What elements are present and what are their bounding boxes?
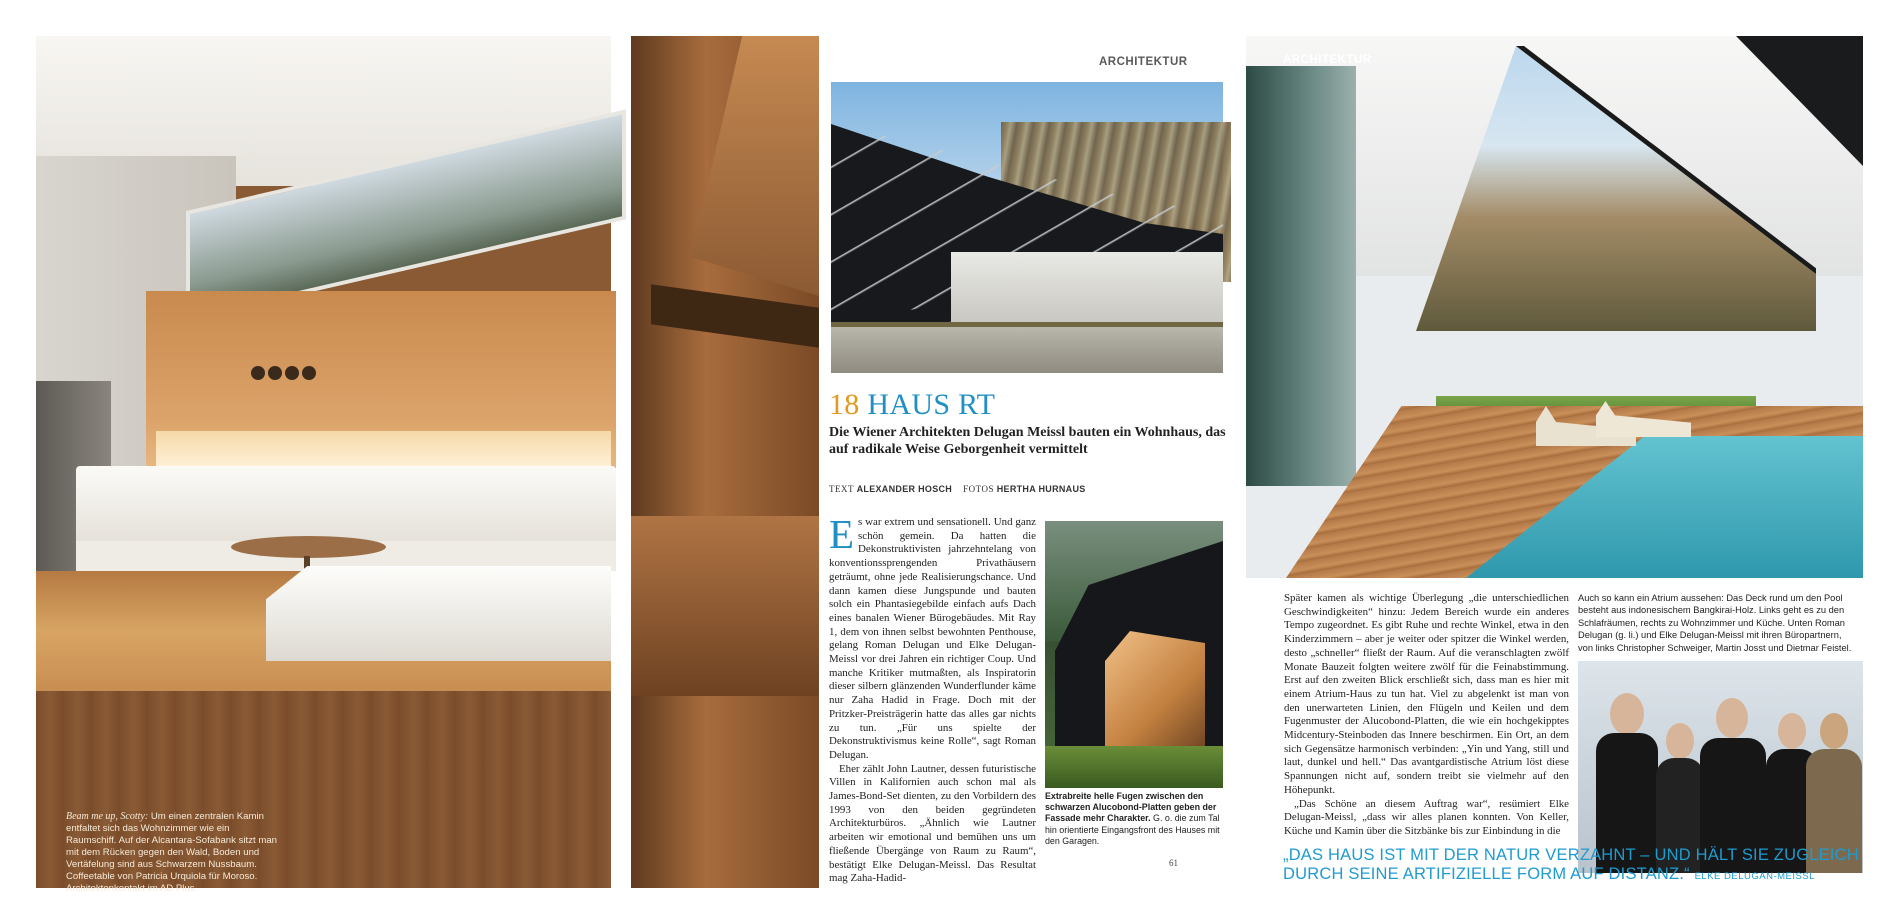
- coffee-table: [231, 536, 386, 558]
- credit-text-label: TEXT: [829, 484, 854, 494]
- drop-cap: E: [829, 511, 855, 557]
- caption-text: Um einen zentralen Kamin entfaltet sich das Wohnzimmer wie ein Raumschiff. Auf der Alcantara-Sofabank sitzt man mit dem Rücken gegen den Wald, Boden und Vertäfelung sind aus Schwarzem Nussbaum. Coffeetable von Patricia Urquiola für Moroso. Architektenkontakt im AD Plus.: [66, 811, 277, 894]
- glass-wall: [1246, 66, 1356, 486]
- head: [1820, 713, 1848, 749]
- credit-text-name: ALEXANDER HOSCH: [856, 484, 953, 494]
- right-page: [1246, 36, 1863, 888]
- wood-strip-upper: [691, 36, 819, 296]
- grass: [1045, 746, 1223, 788]
- credit-photo-name: HERTHA HURNAUS: [996, 484, 1086, 494]
- left-photo-caption: [66, 811, 281, 895]
- article-body-column: [1284, 592, 1569, 839]
- section-label: ARCHITEKTUR: [1099, 56, 1188, 68]
- caption-bold: Extrabreite helle Fugen zwischen den schwarzen Alucobond-Platten geben der Fassade mehr Charakter.: [1045, 791, 1217, 824]
- head: [1716, 698, 1748, 738]
- credit-photo-label: FOTOS: [963, 484, 994, 494]
- paragraph: Später kamen als wichtige Überlegung „die unterschiedlichen Geschwindigkeiten“ hinzu: Jedem Bereich wurde ein anderes Tempo zugeordnet. Es gibt Ruhe und rechte Winkel, etwa in den Kinderzimmern – aber je weiter oder spitzer die Winkel werden, desto „schneller“ fließt der Raum. Auf die veranschlagten zwölf Monate Bauzeit folgten weitere zwölf für die Feinabstimmung. Erst auf den zweiten Blick erschließt sich, dass man es hier mit einem Atrium-Haus zu tun hat. Viel zu abgelenkt ist man von den unerwarteten Linien, den Flügeln und Keilen und dem Fugenmuster der Alucobond-Platten, die wie ein hochgekipptes Midcentury-Steinboden das Innere beschirmen. Ein Ort, an dem sich Gegensätze harmonisch verbinden: „Yin und Yang, still und laut, dunkel und hell.“ Das avantgardistische Atrium löst diese Spannungen nicht auf, sondern treibt sie vielmehr auf den Höhepunkt.: [1284, 592, 1569, 796]
- article-credits: [829, 484, 1086, 494]
- atrium-caption: Auch so kann ein Atrium aussehen: Das Deck rund um den Pool besteht aus indonesischem Bangkirai-Holz. Links geht es zu den Schlafräumen, rechts zu Wohnzimmer und Küche. Unten Roman Delugan (g. li.) und Elke Delugan-Meissl mit ihren Büropartnern, von links Christopher Schweiger, Martin Josst und Dietmar Feistel.: [1578, 593, 1852, 653]
- title-number: 18: [829, 388, 860, 421]
- left-page: [36, 36, 611, 894]
- sofa-bench: [76, 466, 616, 546]
- section-label: ARCHITEKTUR: [1283, 54, 1372, 66]
- head: [1778, 713, 1806, 749]
- pull-quote-text: „DAS HAUS IST MIT DER NATUR VERZAHNT – UND HÄLT SIE ZUGLEICH DURCH SEINE ARTIFIZIELLE FORM AUF DISTANZ.“: [1283, 846, 1859, 883]
- light-strip: [156, 431, 611, 471]
- speaker-vents: [251, 366, 321, 382]
- article-subtitle: Die Wiener Architekten Delugan Meissl bauten ein Wohnhaus, das auf radikale Weise Geborgenheit vermittelt: [829, 425, 1226, 457]
- caption-lead: Beam me up, Scotty:: [66, 811, 149, 822]
- paragraph-text: s war extrem und sensationell. Und ganz schön gemein. Da hatten die Dekonstruktivisten jahrzehntelang von konventionssprengenden Privathäusern geträumt, ohne jede Realisierungschance. Und dann kamen diese Jungspunde und bauten solch ein Phantasiegebilde einfach aufs Dach eines banalen Wiener Bürogebäudes. Mit Ray 1, dem von ihnen selbst bewohnten Penthouse, gelang Roman Delugan und Elke Delugan-Meissl vor drei Jahren ein richtiger Coup. Und manche Kritiker mutmaßten, als Inspiratorin dieser silbern glänzenden Wunderflunder käme nur Zaha Hadid in Frage. Doch mit der Pritzker-Preisträgerin hatte das alles gar nichts zu tun. „Für uns spielte der Dekonstruktivismus keine Rolle“, sagt Roman Delugan.: [829, 516, 1036, 761]
- house-exterior-photo: [831, 82, 1223, 373]
- wood-strip-band: [651, 284, 819, 348]
- head: [1610, 693, 1644, 735]
- title-name: HAUS RT: [867, 388, 996, 421]
- white-bench: [266, 566, 611, 661]
- article-title: [829, 388, 995, 422]
- house-detail-photo: [1045, 521, 1223, 788]
- wood-window: [1105, 631, 1205, 751]
- ground: [831, 327, 1223, 373]
- head: [1666, 723, 1694, 759]
- atrium-pool-photo: [1246, 36, 1863, 578]
- paragraph: „Das Schöne an diesem Auftrag war“, resümiert Elke Delugan-Meissl, „dass wir alles planen konnten. Von Keller, Küche und Kamin über die Sitzbänke bis zur Einbindung in die: [1284, 797, 1569, 837]
- wood-strip-lower: [631, 516, 819, 696]
- pull-quote-author: ELKE DELUGAN-MEISSL: [1694, 871, 1815, 882]
- paragraph: Eher zählt John Lautner, dessen futuristische Villen in Kalifornien auch schon mal als James-Bond-Set dienten, zu den Vorbildern des 1993 von den beiden gegründeten Architekturbüros. „Ähnlich wie Lautner arbeiten wir emotional und bemühen uns um fließende Übergänge von Raum zu Raum“, bestätigt Elke Delugan-Meissl. Das Resultat mag Zaha-Hadid-: [829, 762, 1036, 885]
- article-body-column: [829, 511, 1036, 886]
- pull-quote: [1283, 846, 1863, 886]
- garage-facade: [951, 252, 1223, 322]
- middle-page: [631, 36, 1224, 888]
- page-number: 61: [1169, 858, 1178, 868]
- caption-rest: G. o. die zum Tal hin orientierte Eingangsfront des Hauses mit den Garagen.: [1045, 813, 1220, 846]
- paragraph: [829, 511, 1036, 763]
- team-photo: [1578, 661, 1863, 873]
- detail-photo-caption: [1045, 791, 1223, 847]
- wood-strip-photo: [631, 36, 819, 888]
